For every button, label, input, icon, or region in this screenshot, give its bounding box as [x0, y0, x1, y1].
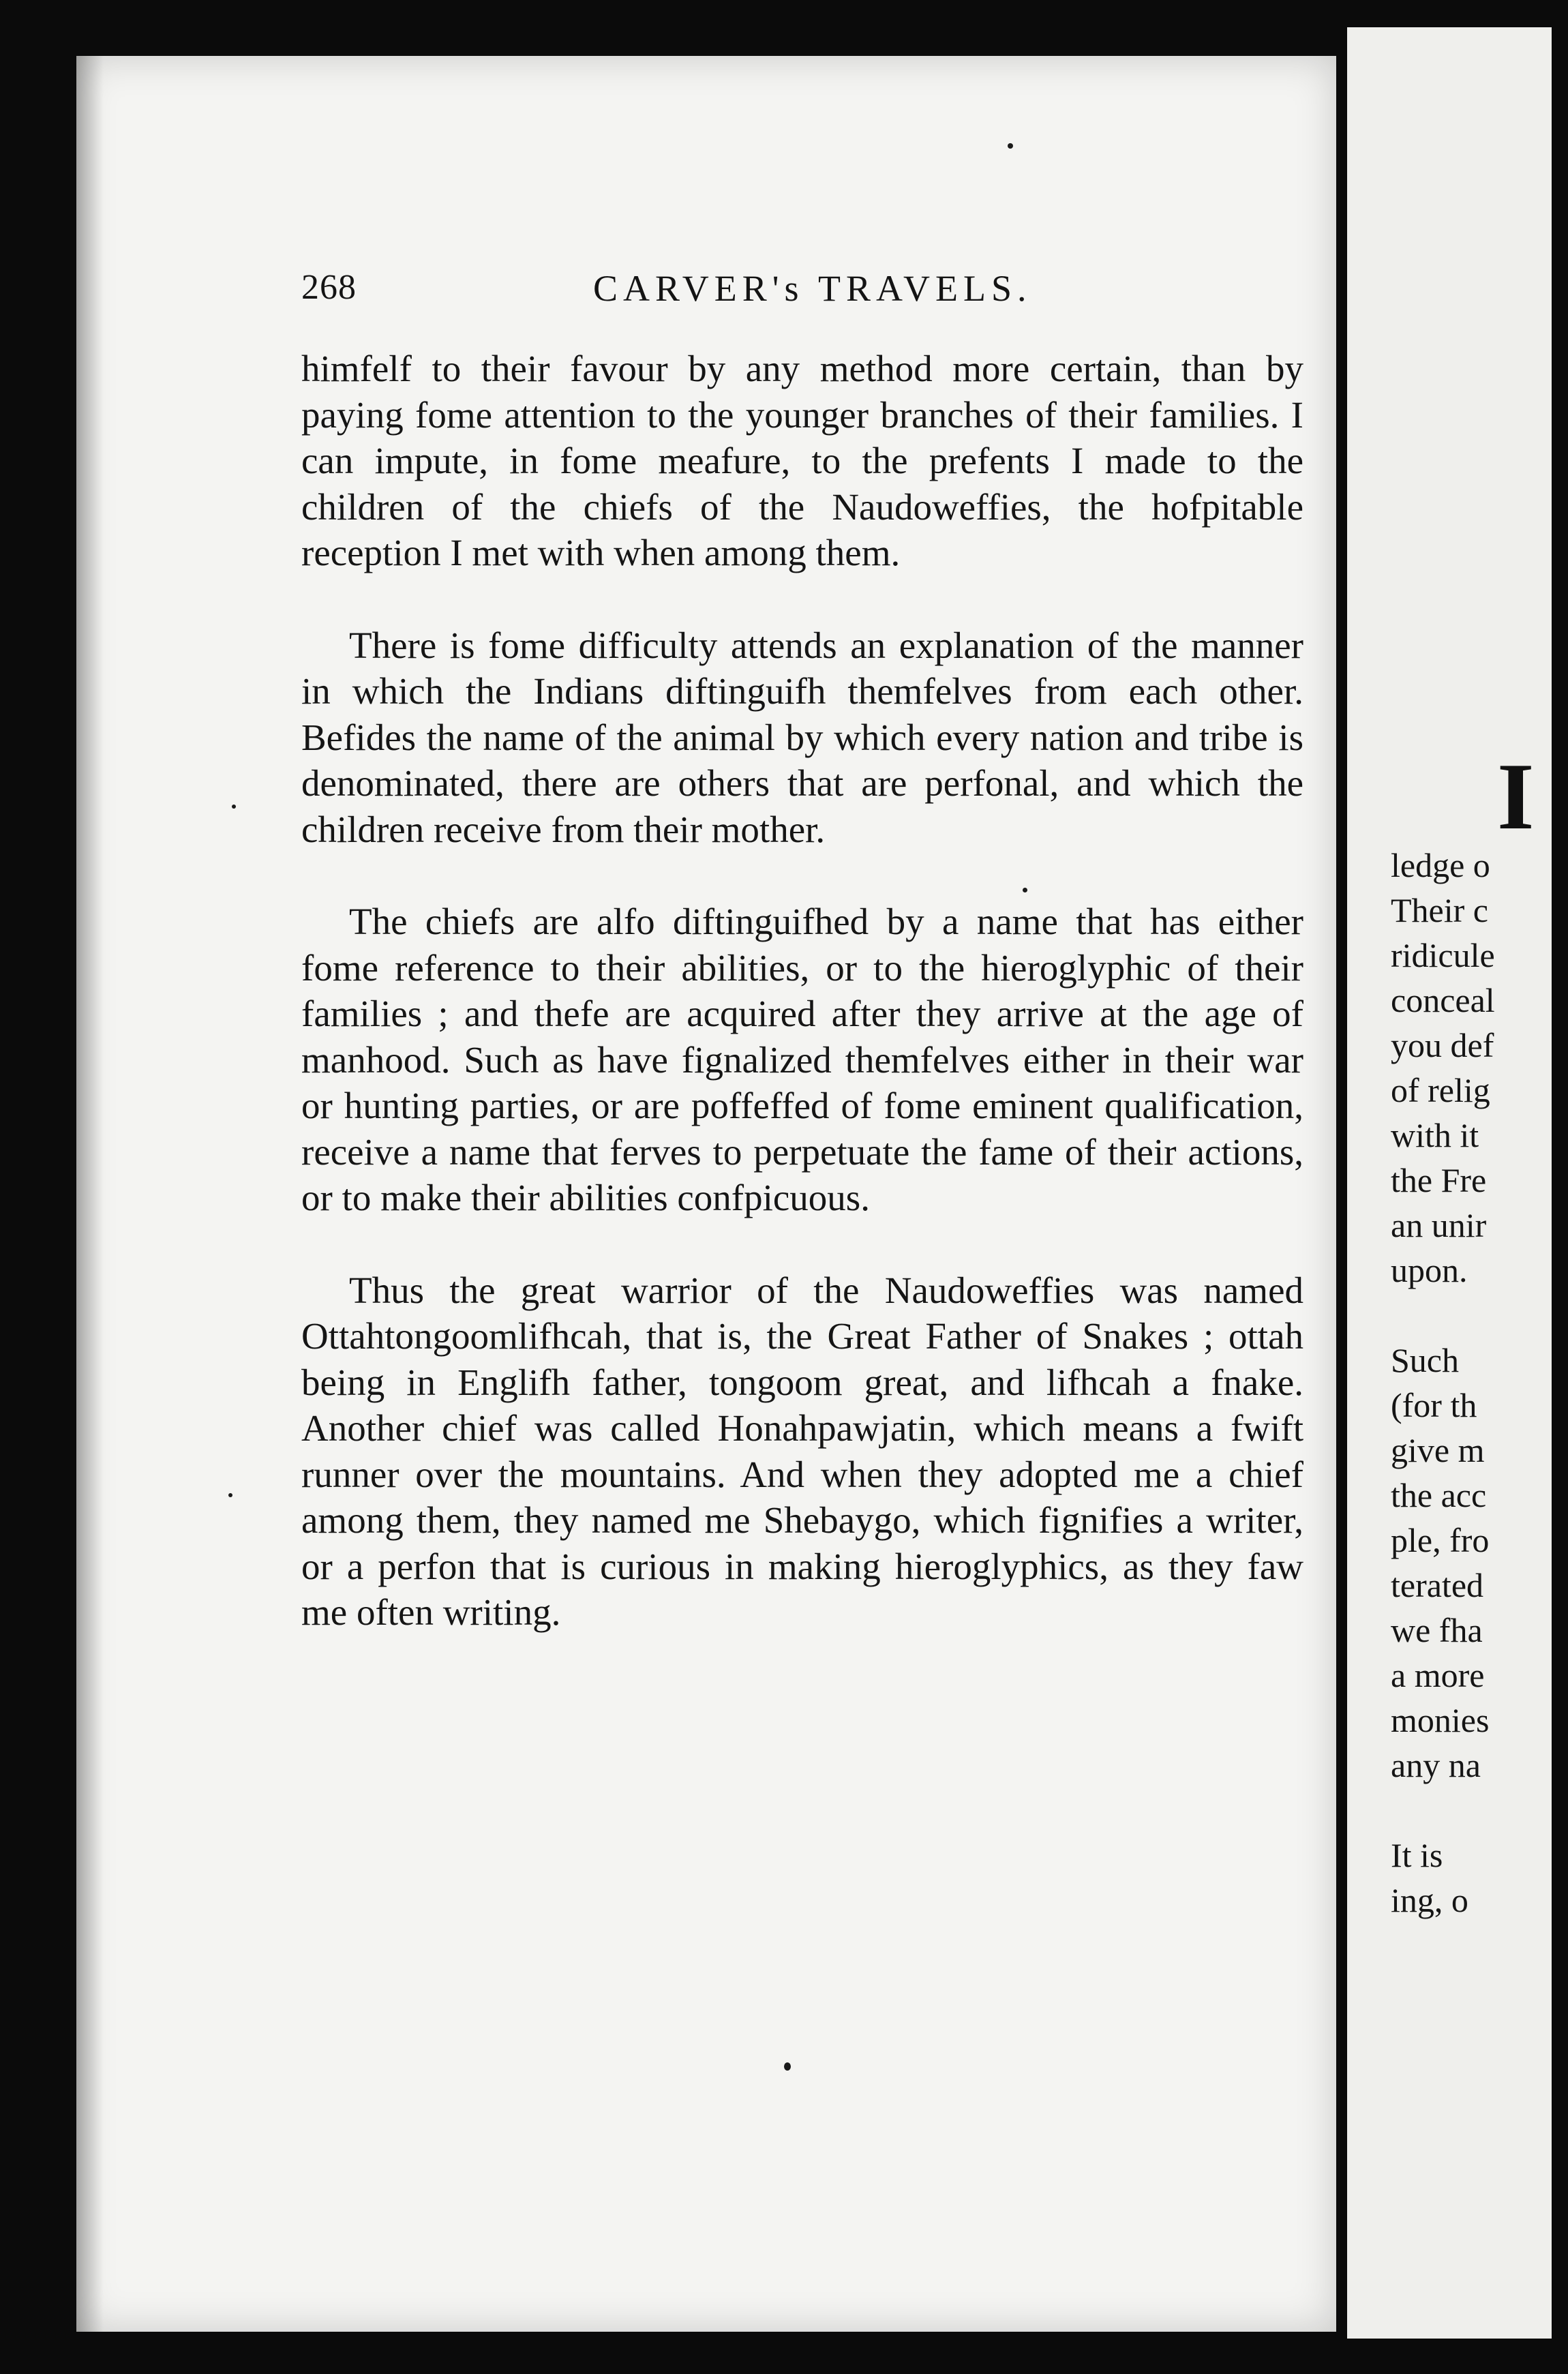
adjacent-line: ing, o [1391, 1881, 1468, 1919]
adjacent-line: terated [1391, 1566, 1484, 1604]
scan-speck [228, 1493, 232, 1497]
page-number: 268 [301, 268, 357, 307]
adjacent-line: It is [1391, 1836, 1443, 1874]
adjacent-line: an unir [1391, 1206, 1487, 1244]
paragraph-1: himfelf to their favour by any method more certain, than by paying fome attention to the younger branches of their families. I can impute, in fome meafure, to the prefents I made to the children of the chiefs of the Naudoweffies, the hofpitable reception I met with when among them. [301, 348, 1303, 573]
adjacent-line: conceal [1391, 981, 1495, 1019]
adjacent-line: the acc [1391, 1476, 1487, 1514]
adjacent-line: Such [1391, 1341, 1459, 1379]
adjacent-line: with it [1391, 1116, 1479, 1154]
paragraph-3: The chiefs are alfo diftinguifhed by a name that has either fome reference to their abilities, or to the hieroglyphic of their families ; and thefe are acquired after they arrive at the age of manhood. Such as have fignalized themfelves either in their war or hunting parties, or are poffeffed of fome eminent qualification, receive a name that ferves to perpetuate the fame of their actions, or to make their abilities confpicuous. [301, 901, 1303, 1218]
adjacent-line: any na [1391, 1746, 1481, 1784]
adjacent-line: upon. [1391, 1251, 1468, 1289]
adjacent-line: you def [1391, 1026, 1494, 1064]
adjacent-line: give m [1391, 1431, 1485, 1469]
adjacent-line: ledge o [1391, 846, 1490, 884]
adjacent-line: of relig [1391, 1071, 1490, 1109]
paragraph-4: Thus the great warrior of the Naudoweffies was named Ottahtongoomlifhcah, that is, the Great Father of Snakes ; ottah being in Englifh father, tongoom great, and lifhcah a fnake. Another chief was called Honahpawjatin, which means a fwift runner over the mountains. And when they adopted me a chief among them, they named me Shebaygo, which fignifies a writer, or a perfon that is curious in making hieroglyphics, as they faw me often writing. [301, 1269, 1303, 1633]
scan-speck [232, 805, 236, 809]
scan-speck [1008, 143, 1013, 149]
adjacent-page-initial: I [1497, 744, 1535, 850]
book-page [76, 56, 1336, 2332]
page-gutter-shadow [76, 56, 104, 2332]
adjacent-line: ple, fro [1391, 1521, 1490, 1559]
scan-speck [784, 2062, 791, 2071]
adjacent-line: the Fre [1391, 1161, 1487, 1199]
running-head [76, 267, 1336, 322]
adjacent-line: a more [1391, 1656, 1485, 1694]
adjacent-line: monies [1391, 1701, 1490, 1739]
adjacent-line: we fha [1391, 1611, 1483, 1649]
adjacent-page [1347, 27, 1552, 2339]
body-text [301, 346, 1303, 1682]
adjacent-line: Their c [1391, 891, 1488, 929]
running-title: CARVER's TRAVELS. [593, 268, 1032, 309]
scan-speck [1023, 888, 1027, 892]
adjacent-line: (for th [1391, 1386, 1477, 1424]
paragraph-2: There is fome difficulty attends an explanation of the manner in which the Indians diftinguifh themfelves from each other. Befides the name of the animal by which every nation and tribe is denominated, there are others that are perfonal, and which the children receive from their mother. [301, 624, 1303, 850]
adjacent-line: ridicule [1391, 936, 1495, 974]
